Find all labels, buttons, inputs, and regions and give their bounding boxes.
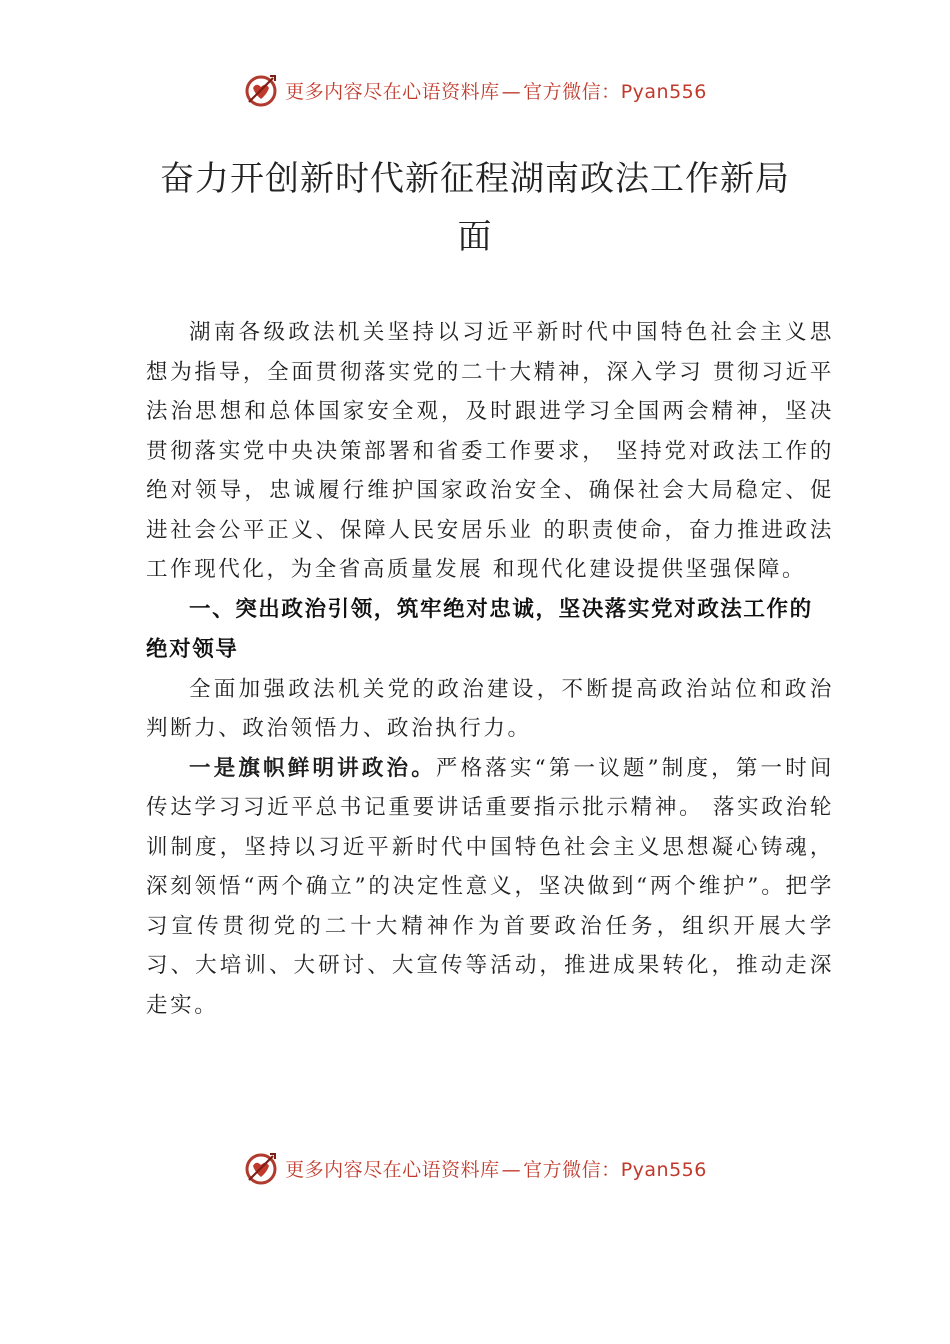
document-title: 奋力开创新时代新征程湖南政法工作新局面 bbox=[160, 159, 790, 257]
wechat-id: Pyan556 bbox=[620, 80, 707, 103]
library-name: 更多内容尽在心语资料库 bbox=[285, 80, 500, 103]
point-body: 严格落实“第一议题”制度，第一时间传达学习习近平总书记重要讲话重要指示批示精神。 落实政治轮训制度，坚持以习近平新时代中国特色社会主义思想凝心铸魂，深刻领悟“两个确立”的决定性意义，坚决做到“两个维护”。把学习宣传贯彻党的二十大精神作为首要政治任务，组织开展大学习、大培训、大研讨、大宣传等活动，推进成果转化，推动走深走实。 bbox=[146, 755, 834, 1018]
section-paragraph: 全面加强政法机关党的政治建设，不断提高政治站位和政治判断力、政治领悟力、政治执行力。 bbox=[146, 676, 834, 741]
intro-paragraph: 湖南各级政法机关坚持以习近平新时代中国特色社会主义思想为指导，全面贯彻落实党的二十大精神，深入学习 贯彻习近平法治思想和总体国家安全观，及时跟进学习全国两会精神，坚决贯彻落实党中央决策部署和省委工作要求， 坚持党对政法工作的绝对领导，忠诚履行维护国家政治安全、确保社会大局稳定、促进社会公平正义、保障人民安居乐业 的职责使命，奋力推进政法工作现代化，为全省高质量发展 和现代化建设提供坚强保障。 bbox=[146, 320, 834, 582]
library-name: 更多内容尽在心语资料库 bbox=[285, 1158, 500, 1181]
section-heading: 一、突出政治引领，筑牢绝对忠诚，坚决落实党对政法工作的绝对领导 bbox=[146, 596, 813, 662]
heart-logo-icon bbox=[243, 1150, 279, 1186]
banner-separator: — bbox=[501, 1158, 522, 1181]
banner-separator: — bbox=[501, 80, 522, 103]
heart-logo-icon bbox=[243, 72, 279, 108]
header-banner bbox=[0, 72, 950, 108]
wechat-id: Pyan556 bbox=[620, 1158, 707, 1181]
point-lead: 一是旗帜鲜明讲政治。 bbox=[189, 755, 436, 781]
banner-text bbox=[285, 1155, 707, 1182]
point-paragraph bbox=[146, 749, 834, 1026]
document-body bbox=[146, 313, 834, 1025]
banner-text bbox=[285, 77, 707, 104]
wechat-label: 官方微信： bbox=[523, 80, 621, 103]
wechat-label: 官方微信： bbox=[523, 1158, 621, 1181]
footer-banner bbox=[0, 1150, 950, 1186]
